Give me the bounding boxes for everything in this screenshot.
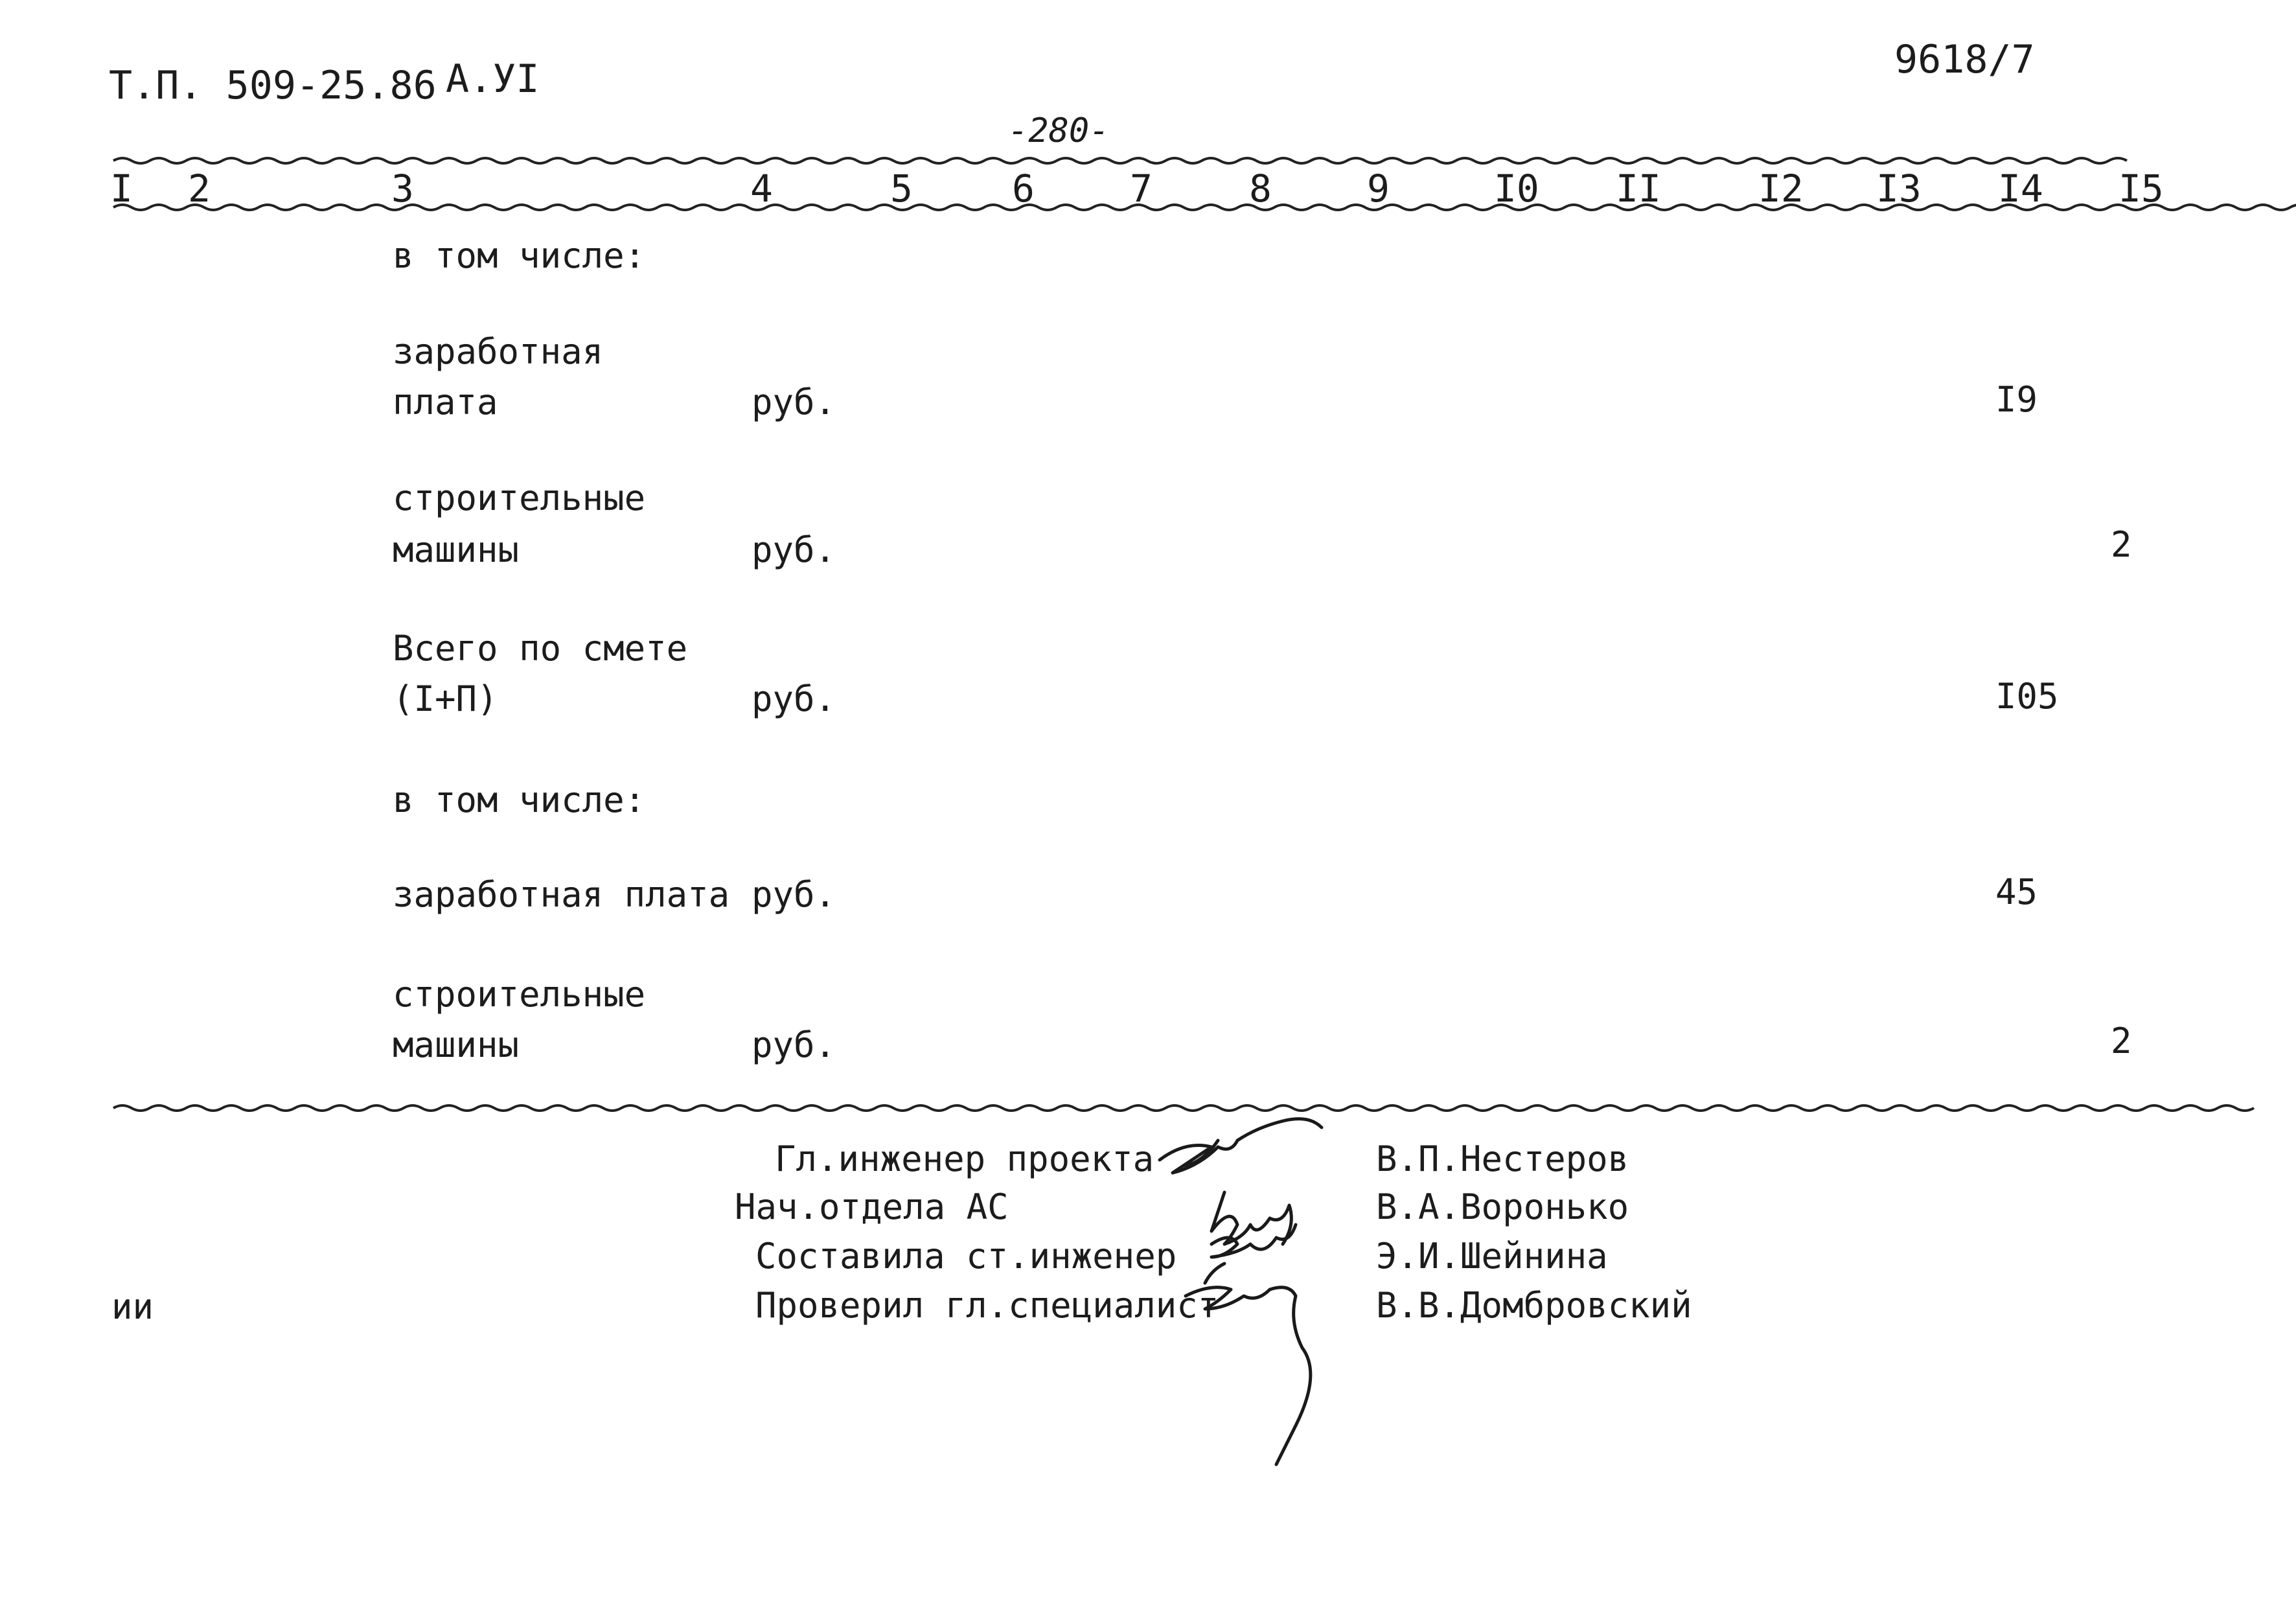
signatory-name: В.А.Воронько	[1376, 1186, 1629, 1227]
row-value-col15: 2	[2111, 1021, 2132, 1061]
row-value-col14: 45	[1995, 872, 2038, 912]
signatory-role: Гл.инженер проекта	[775, 1139, 1154, 1179]
album-number: А.УI	[446, 56, 540, 102]
column-number-8: 8	[1249, 167, 1272, 211]
row-unit: руб.	[752, 678, 836, 719]
row-unit: руб.	[752, 874, 836, 915]
signatory-role: Проверил гл.специалист	[755, 1285, 1219, 1326]
row-label-line: машины	[393, 1024, 520, 1065]
column-number-10: I0	[1494, 167, 1539, 211]
row-unit: руб.	[752, 382, 836, 422]
column-number-7: 7	[1130, 167, 1153, 211]
row-label-line: строительные	[393, 974, 646, 1015]
column-number-5: 5	[890, 167, 913, 211]
sheet-code: 9618/7	[1894, 37, 2035, 82]
handwritten-signatures-image	[1114, 1089, 1386, 1477]
row-unit: руб.	[752, 529, 836, 570]
row-value-col15: 2	[2111, 524, 2132, 565]
column-number-12: I2	[1758, 167, 1804, 211]
document-reference: Т.П. 509-25.86	[109, 63, 437, 108]
column-number-6: 6	[1012, 167, 1035, 211]
row-label-line: заработная плата	[393, 874, 730, 915]
row-label-line: в том числе:	[393, 235, 646, 276]
margin-note: ии	[111, 1286, 154, 1327]
header-bottom-rule	[0, 198, 2296, 218]
column-number-11: II	[1616, 167, 1661, 211]
row-value-col14: I05	[1995, 676, 2059, 717]
column-number-3: 3	[391, 167, 414, 211]
signatory-role: Составила ст.инженер	[755, 1236, 1177, 1277]
column-number-2: 2	[188, 167, 211, 211]
signatory-name: Э.И.Шейнина	[1376, 1236, 1608, 1277]
row-label-line: заработная	[393, 331, 604, 372]
column-number-14: I4	[1998, 167, 2043, 211]
column-number-13: I3	[1876, 167, 1922, 211]
row-label-line: плата	[393, 382, 498, 422]
page-number: -280-	[1008, 111, 1110, 150]
row-label-line: машины	[393, 529, 520, 570]
signatory-name: В.В.Домбровский	[1376, 1285, 1692, 1326]
row-label-line: (I+П)	[393, 678, 498, 719]
row-label-line: Всего по смете	[393, 628, 688, 669]
row-value-col14: I9	[1995, 379, 2038, 420]
signatory-name: В.П.Нестеров	[1376, 1139, 1629, 1179]
column-number-9: 9	[1367, 167, 1390, 211]
row-label-line: строительные	[393, 478, 646, 518]
column-number-1: I	[110, 167, 133, 211]
signatory-role: Нач.отдела АС	[735, 1186, 1009, 1227]
column-number-4: 4	[750, 167, 773, 211]
row-label-line: в том числе:	[393, 780, 646, 820]
column-number-15: I5	[2118, 167, 2164, 211]
row-unit: руб.	[752, 1024, 836, 1065]
